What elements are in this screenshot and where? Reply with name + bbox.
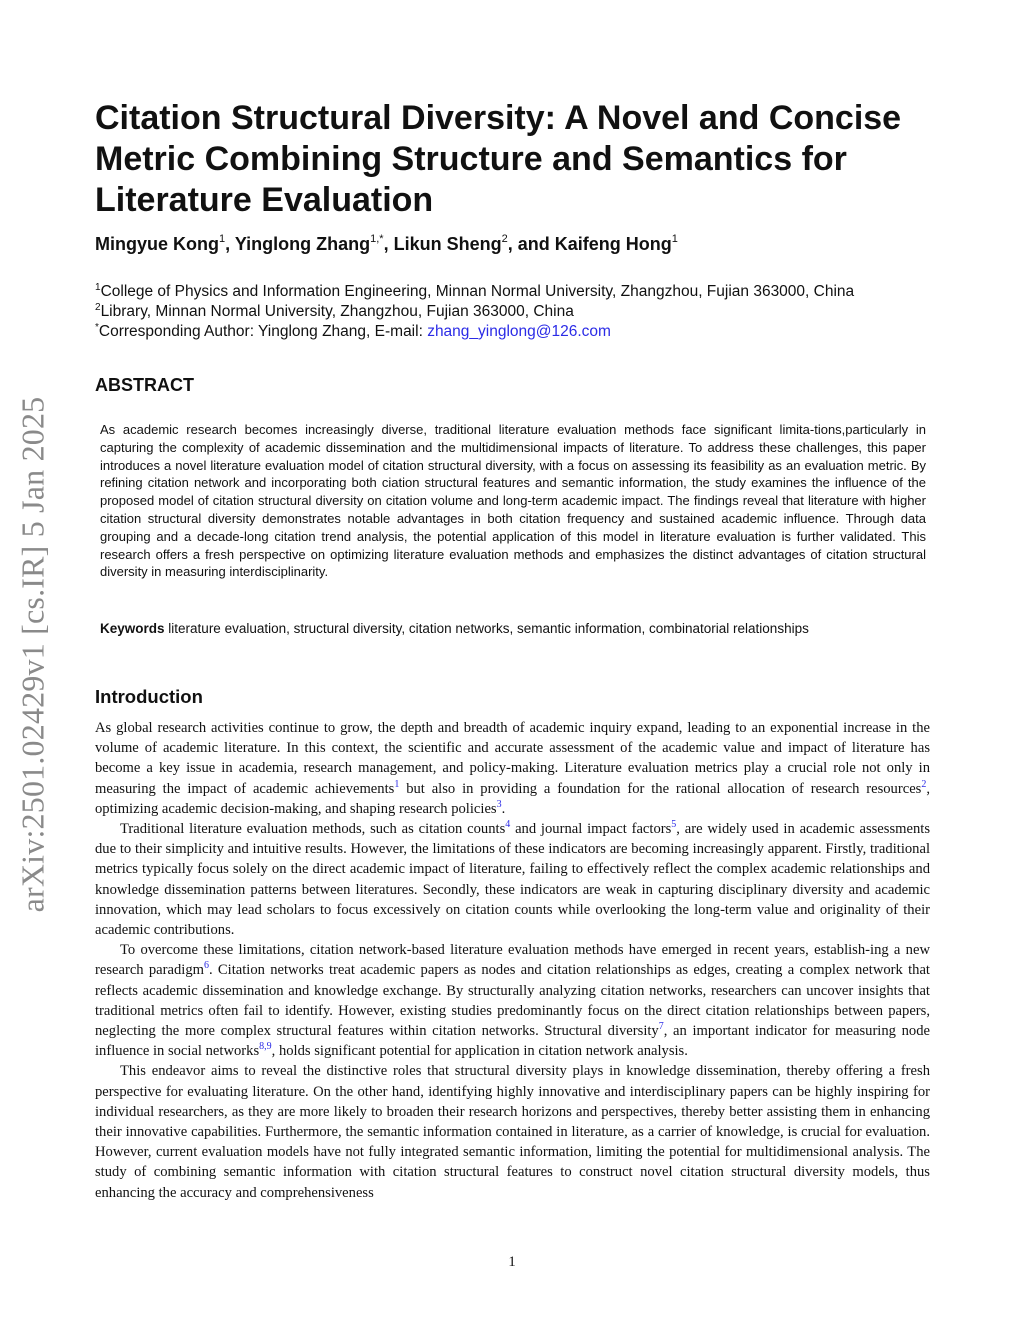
affiliation-block [95,282,854,342]
paragraph: This endeavor aims to reveal the distinctive roles that structural diversity plays in knowledge dissemination, thereby offering a fresh perspective for evaluating literature. On the other hand, identifying highly innovative and interdisciplinary papers can be highly inspiring for individual researchers, as they are more likely to broaden their research horizons and perspectives, thereby better assisting them in enhancing their innovative capabilities. Furthermore, the semantic information contained in literature, as a carrier of knowledge, is crucial for evaluation. However, current evaluation models have not fully integrated semantic information, limiting the potential for multidimensional analysis. The study of combining semantic information with citation structural features to construct novel citation structural diversity models, thus enhancing the accuracy and comprehensiveness [95,1063,930,1201]
citation-ref[interactable]: 5 [671,819,677,831]
affiliation-text: Library, Minnan Normal University, Zhangzhou, Fujian 363000, China [100,303,574,320]
citation-ref[interactable]: 4 [505,819,511,831]
affiliation-mark: 2 [95,302,101,313]
introduction-heading: Introduction [95,686,203,707]
author-affiliation-mark: 1 [219,233,226,245]
abstract-text: As academic research becomes increasingly diverse, traditional literature evaluation methods face significant limita-tions,particularly in capturing the complexity of academic dissemination and the multidimensional impacts of literature. To address these challenges, this paper introduces a novel literature evaluation model of citation structural diversity, with a focus on assessing its feasibility as an evaluation metric. By refining citation network and incorporating both ciation structural features and semantic information, the study examines the influence of the proposed model of citation structural diversity on citation volume and long-term academic impact. The findings reveal that literature with higher citation structural diversity demonstrates notable advantages in both citation frequency and sustained academic influence. Through data grouping and a decade-long citation trend analysis, the potential application of this model in literature evaluation is further validated. This research offers a fresh perspective on optimizing literature evaluation methods and emphasizes the distinct advantages of citation structural diversity in measuring interdisciplinarity. [100,422,926,580]
paragraph-text: As global research activities continue to grow, the depth and breadth of academic inquiry expand, leading to an exponential increase in the volume of academic literature. In this context, the scientific and accurate assessment of the academic value and impact of literature has become a key issue in academia, research management, and policy-making. Literature evaluation metrics play a crucial role not only in measuring the impact of academic achievements [95,720,930,797]
author-affiliation-mark: 1,* [370,233,384,245]
paragraph-text: , optimizing academic decision-making, and shaping research policies [95,780,931,817]
keywords-text: literature evaluation, structural diversity, citation networks, semantic information, combinatorial relationships [168,621,809,636]
paragraph-text: Traditional literature evaluation methods, such as citation counts [120,821,506,838]
author-list [95,232,678,256]
author-name: Likun Sheng [393,234,502,254]
paragraph-text: but also in providing a foundation for the rational allocation of research resources [399,780,922,797]
arxiv-identifier: arXiv:2501.02429v1 [cs.IR] 5 Jan 2025 [14,396,51,913]
author-affiliation-mark: 2 [501,233,508,245]
paragraph-text: , are widely used in academic assessments due to their simplicity and intuitive results. However, the limitations of these indicators are becoming increasingly apparent. Firstly, traditional metrics typically focus solely on the direct academic impact of literature, failing to effectively reflect the complex academic relationships and knowledge dissemination patterns between literatures. Secondly, these indicators are weak in capturing disciplinary diversity and academic innovation, which may lead scholars to focus excessively on citation counts while overlooking the long-term value and originality of their academic contributions. [95,821,931,939]
introduction-body [95,718,930,1203]
citation-ref[interactable]: 7 [658,1021,664,1033]
paragraph-text: and journal impact factors [510,821,672,838]
corresponding-author-line [95,322,854,342]
citation-ref[interactable]: 6 [204,960,209,972]
paragraph-text: . [501,800,506,817]
page-number: 1 [508,1254,516,1270]
author-name: Mingyue Kong [95,234,219,254]
corresponding-author-text: Corresponding Author: Yinglong Zhang, E-mail: [98,323,428,340]
affiliation-line [95,282,854,302]
author-affiliation-mark: 1 [671,233,678,245]
paragraph [95,819,930,940]
affiliation-text: College of Physics and Information Engineering, Minnan Normal University, Zhangzhou, Fujian 363000, China [100,283,855,300]
affiliation-mark: 1 [95,282,101,293]
email-link[interactable]: zhang_yinglong@126.com [427,323,611,340]
paper-title: Citation Structural Diversity: A Novel and Concise Metric Combining Structure and Semantics for Literature Evaluation [95,99,902,219]
author-name: Yinglong Zhang [234,234,371,254]
citation-ref[interactable]: 1 [394,778,400,790]
arxiv-stamp [8,382,58,927]
paragraph [95,940,930,1061]
paragraph-text: . Citation networks treat academic papers as nodes and citation relationships as edges, creating a complex network that reflects academic dissemination and knowledge exchange. By structurally analyzing citation networks, researchers can uncover insights that traditional metrics often fail to identify. However, existing studies predominantly focus on the direct citation relationships between papers, neglecting the more complex structural features within citation networks. Structural diversity [95,962,930,1040]
author-separator: , [383,234,394,254]
paragraph-text: , an important indicator for measuring node influence in social networks [95,1023,930,1060]
citation-ref[interactable]: 8,9 [259,1041,272,1053]
corresponding-mark: * [95,322,99,333]
affiliation-line [95,302,854,322]
abstract-heading: ABSTRACT [95,375,194,395]
citation-ref[interactable]: 2 [921,778,927,790]
paragraph-text: To overcome these limitations, citation network-based literature evaluation methods have emerged in recent years, establish-ing a new research paradigm [95,942,930,979]
author-separator: , [225,234,235,254]
paragraph-text: , holds significant potential for application in citation network analysis. [271,1043,688,1060]
author-separator: , and [507,234,555,254]
keywords-label: Keywords [100,621,165,636]
paragraph [95,718,930,819]
citation-ref[interactable]: 3 [496,798,502,810]
keywords-line [100,620,930,638]
author-name: Kaifeng Hong [554,234,672,254]
